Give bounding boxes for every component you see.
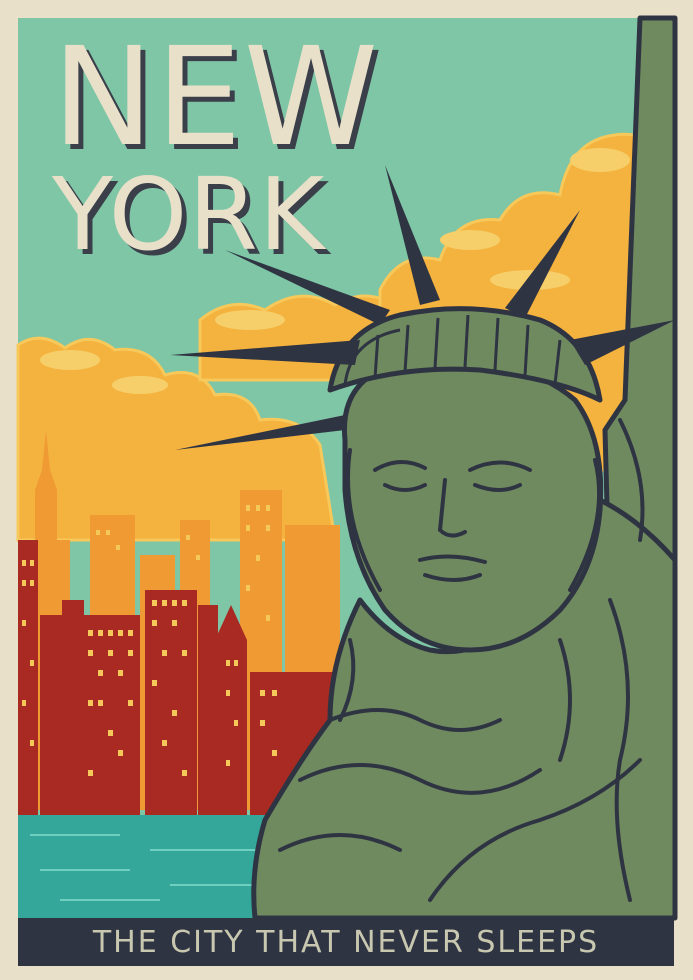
title-new: NEW (52, 19, 381, 177)
title-york: YORK (52, 156, 326, 273)
tagline-banner (18, 918, 674, 966)
tagline-text: THE CITY THAT NEVER SLEEPS (92, 924, 600, 960)
